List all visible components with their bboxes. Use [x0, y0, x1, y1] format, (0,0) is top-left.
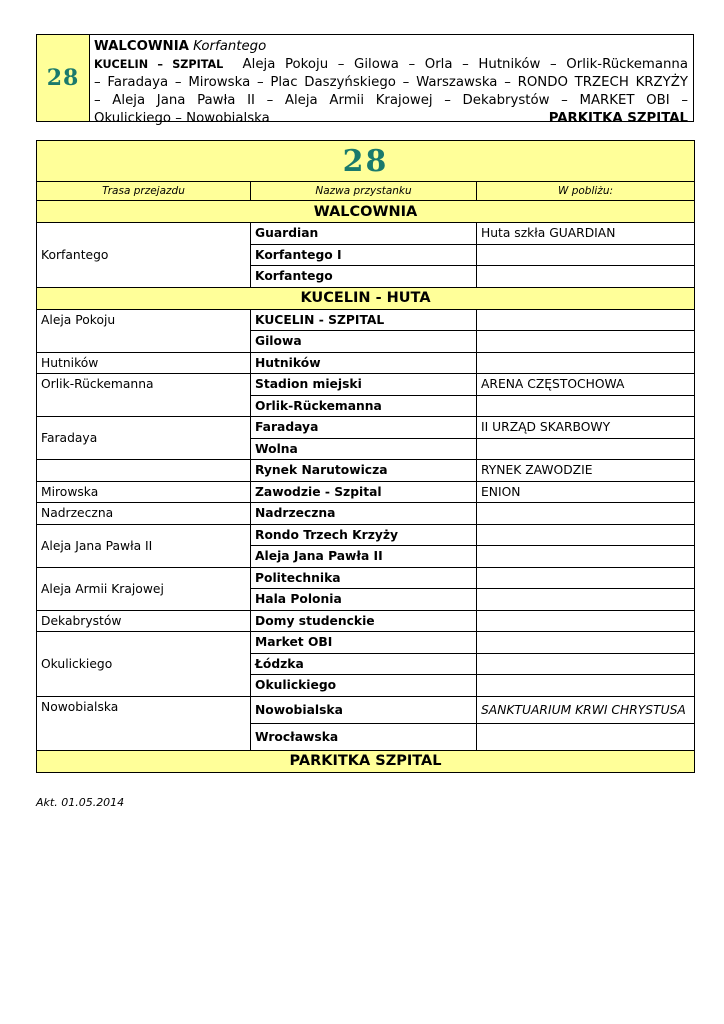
stop-cell: Okulickiego	[251, 675, 477, 697]
route-line-1	[94, 56, 688, 74]
stop-cell: Rondo Trzech Krzyży	[251, 524, 477, 546]
table-row	[37, 352, 695, 374]
nearby-cell	[477, 438, 695, 460]
column-header-route: Trasa przejazdu	[37, 182, 251, 201]
column-header-row	[37, 182, 695, 201]
stop-cell: Wrocławska	[251, 723, 477, 750]
route-start-street: Korfantego	[193, 39, 267, 54]
stop-cell: Zawodzie - Szpital	[251, 481, 477, 503]
street-cell: Orlik-Rückemanna	[37, 374, 251, 417]
street-cell-empty	[37, 460, 251, 482]
route-bold-segment: KUCELIN – SZPITAL	[94, 58, 224, 71]
route-start	[94, 38, 688, 56]
stop-cell: Market OBI	[251, 632, 477, 654]
nearby-cell	[477, 653, 695, 675]
nearby-cell	[477, 395, 695, 417]
stops-table	[36, 140, 695, 773]
section-row	[37, 201, 695, 223]
table-row	[37, 460, 695, 482]
line-number-badge: 28	[37, 35, 90, 121]
table-row	[37, 223, 695, 245]
table-row	[37, 481, 695, 503]
nearby-cell	[477, 503, 695, 525]
nearby-cell	[477, 331, 695, 353]
update-date: Akt. 01.05.2014	[36, 796, 125, 809]
stop-cell: Łódzka	[251, 653, 477, 675]
section-kucelin: KUCELIN - HUTA	[37, 287, 695, 309]
street-cell: Aleja Armii Krajowej	[37, 567, 251, 610]
stop-cell: Gilowa	[251, 331, 477, 353]
route-line-4	[94, 110, 688, 128]
street-cell: Nadrzeczna	[37, 503, 251, 525]
stop-cell: KUCELIN - SZPITAL	[251, 309, 477, 331]
table-row	[37, 374, 695, 396]
stop-cell: Korfantego	[251, 266, 477, 288]
street-cell: Aleja Jana Pawła II	[37, 524, 251, 567]
route-summary-box	[36, 34, 694, 126]
section-parkitka: PARKITKA SZPITAL	[37, 750, 695, 772]
nearby-cell	[477, 723, 695, 750]
street-cell: Aleja Pokoju	[37, 309, 251, 352]
street-cell: Korfantego	[37, 223, 251, 288]
nearby-cell	[477, 675, 695, 697]
stop-cell: Aleja Jana Pawła II	[251, 546, 477, 568]
nearby-cell: ARENA CZĘSTOCHOWA	[477, 374, 695, 396]
street-cell: Okulickiego	[37, 632, 251, 697]
stop-cell: Politechnika	[251, 567, 477, 589]
stop-cell: Domy studenckie	[251, 610, 477, 632]
stop-cell: Wolna	[251, 438, 477, 460]
nearby-cell	[477, 632, 695, 654]
section-row	[37, 750, 695, 772]
table-row	[37, 696, 695, 723]
nearby-cell	[477, 352, 695, 374]
route-line-2: – Faradaya – Mirowska – Plac Daszyńskiego – Warszawska – RONDO TRZECH KRZYŻY	[94, 75, 688, 90]
nearby-cell	[477, 309, 695, 331]
nearby-cell: II URZĄD SKARBOWY	[477, 417, 695, 439]
stop-cell: Guardian	[251, 223, 477, 245]
section-walcownia: WALCOWNIA	[37, 201, 695, 223]
route-line-4-text: Okulickiego – Nowobialska	[94, 111, 270, 126]
stop-cell: Faradaya	[251, 417, 477, 439]
nearby-cell	[477, 524, 695, 546]
table-title-row	[37, 141, 695, 182]
stop-cell: Nowobialska	[251, 696, 477, 723]
table-row	[37, 309, 695, 331]
stop-cell: Nadrzeczna	[251, 503, 477, 525]
nearby-cell	[477, 567, 695, 589]
street-cell: Mirowska	[37, 481, 251, 503]
table-row	[37, 632, 695, 654]
street-cell: Hutników	[37, 352, 251, 374]
nearby-cell	[477, 266, 695, 288]
nearby-cell: ENION	[477, 481, 695, 503]
nearby-cell	[477, 244, 695, 266]
table-row	[37, 610, 695, 632]
nearby-cell: Huta szkła GUARDIAN	[477, 223, 695, 245]
route-line-3: – Aleja Jana Pawła II – Aleja Armii Krajowej – Dekabrystów – MARKET OBI –	[94, 93, 688, 108]
nearby-cell	[477, 546, 695, 568]
nearby-cell	[477, 589, 695, 611]
section-row	[37, 287, 695, 309]
route-start-name: WALCOWNIA	[94, 39, 189, 54]
route-line-1-text: Aleja Pokoju – Gilowa – Orla – Hutników – Orlik-Rückemanna	[242, 57, 688, 72]
stop-cell: Orlik-Rückemanna	[251, 395, 477, 417]
street-cell: Dekabrystów	[37, 610, 251, 632]
stop-cell: Hala Polonia	[251, 589, 477, 611]
stop-cell: Rynek Narutowicza	[251, 460, 477, 482]
street-cell: Faradaya	[37, 417, 251, 460]
nearby-cell	[477, 610, 695, 632]
table-row	[37, 524, 695, 546]
table-line-number: 28	[37, 141, 695, 182]
nearby-cell: RYNEK ZAWODZIE	[477, 460, 695, 482]
route-destination: PARKITKA SZPITAL	[548, 111, 688, 126]
route-summary-text	[90, 35, 693, 126]
table-row	[37, 567, 695, 589]
column-header-stop: Nazwa przystanku	[251, 182, 477, 201]
table-row	[37, 503, 695, 525]
column-header-nearby: W pobliżu:	[477, 182, 695, 201]
street-cell: Nowobialska	[37, 696, 251, 750]
stop-cell: Korfantego I	[251, 244, 477, 266]
stop-cell: Stadion miejski	[251, 374, 477, 396]
table-row	[37, 417, 695, 439]
stop-cell: Hutników	[251, 352, 477, 374]
nearby-cell: SANKTUARIUM KRWI CHRYSTUSA	[477, 696, 695, 723]
